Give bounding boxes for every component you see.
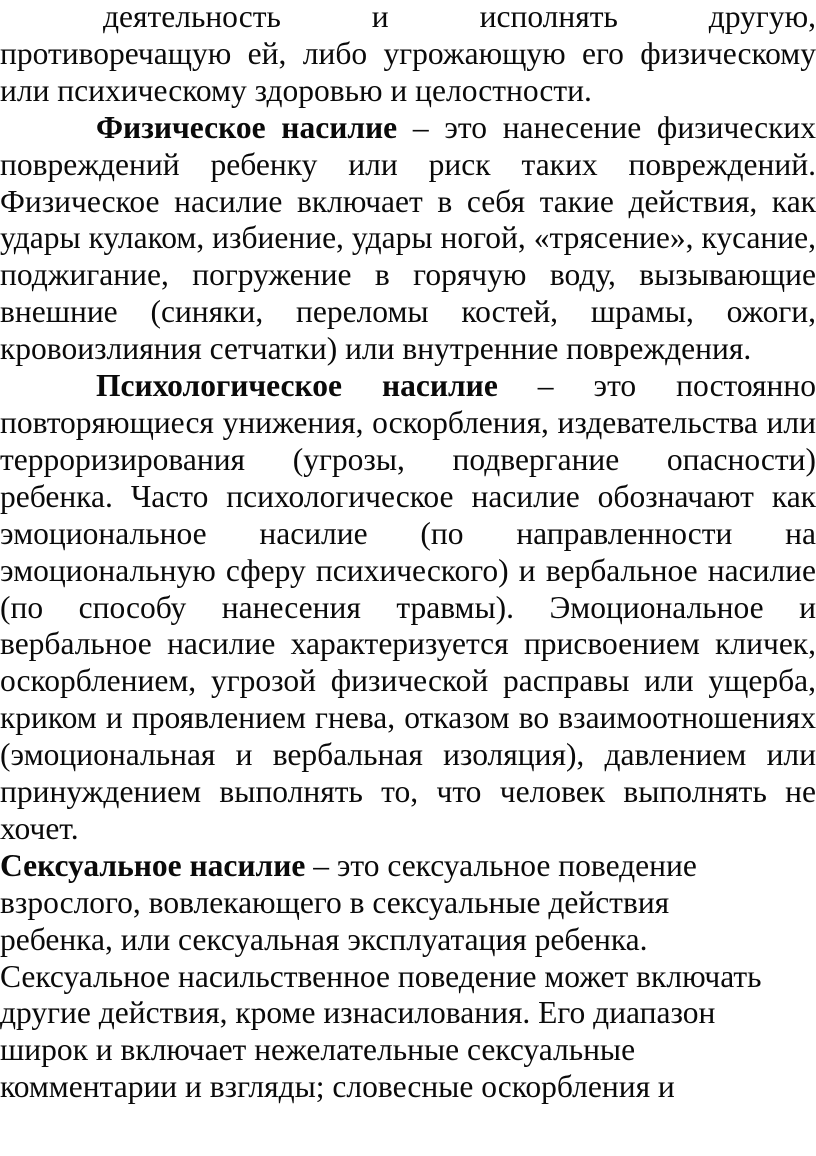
psychological-violence-term: Психологическое насилие <box>96 368 498 404</box>
physical-violence-paragraph <box>0 110 816 368</box>
sexual-line: комментарии и взгляды; словесные оскорбления и <box>0 1069 675 1105</box>
sexual-violence-term: Сексуальное насилие <box>0 847 306 883</box>
psychological-violence-text: – это постоянно повторяющиеся унижения, оскорбления, издевательства или терроризирования (угрозы, подвергание опасности) ребенка. Часто психологическое насилие обозначают как эмоциональное насилие (по направленности на эмоциональную сферу психического) и вербальное насилие (по способу нанесения травмы). Эмоциональное и вербальное насилие характеризуется присвоением кличек, оскорблением, угрозой физической расправы или ущерба, криком и проявлением гнева, отказом во взаимоотношениях (эмоциональная и вербальная изоляция), давлением или принуждением выполнять то, что человек выполнять не хочет. <box>0 368 816 846</box>
physical-violence-term: Физическое насилие <box>96 109 398 145</box>
sexual-line <box>0 848 816 885</box>
continued-paragraph: противоречащую ей, либо угрожающую его физическому или психическому здоровью и целостности. <box>0 35 816 108</box>
psychological-violence-paragraph <box>0 368 816 848</box>
sexual-line: широк и включает нежелательные сексуальные <box>0 1032 636 1068</box>
sexual-violence-paragraph <box>0 848 816 1106</box>
continued-line: деятельность и исполнять другую, <box>103 0 816 34</box>
sexual-violence-text-line: – это сексуальное поведение <box>305 847 697 883</box>
sexual-line: Сексуальное насильственное поведение может включать <box>0 958 762 994</box>
sexual-line: ребенка, или сексуальная эксплуатация ребенка. <box>0 921 648 957</box>
physical-violence-text: – это нанесение физических повреждений ребенку или риск таких повреждений. Физическое насилие включает в себя такие действия, как удары кулаком, избиение, удары ногой, «трясение», кусание, поджигание, погружение в горячую воду, вызывающие внешние (синяки, переломы костей, шрамы, ожоги, кровоизлияния сетчатки) или внутренние повреждения. <box>0 109 816 367</box>
sexual-line: другие действия, кроме изнасилования. Его диапазон <box>0 995 716 1031</box>
sexual-line: взрослого, вовлекающего в сексуальные действия <box>0 884 670 920</box>
